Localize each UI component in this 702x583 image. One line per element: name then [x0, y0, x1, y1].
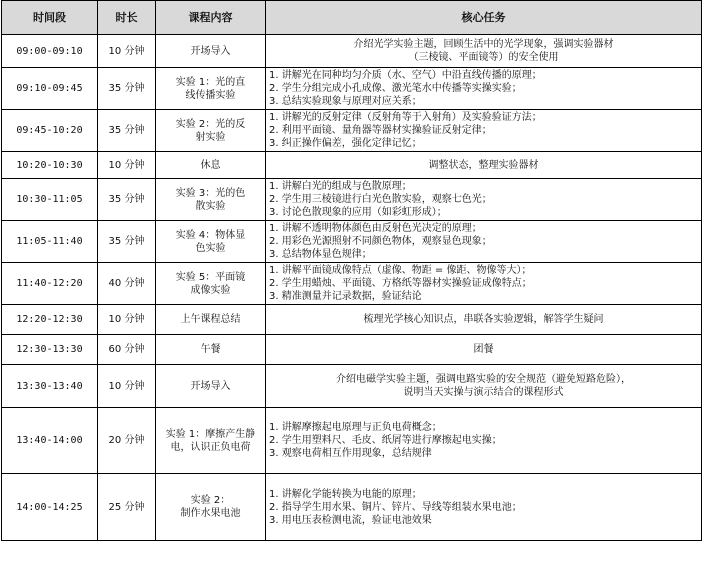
course-cell — [156, 179, 266, 221]
course-cell — [156, 35, 266, 68]
table-row — [2, 408, 702, 474]
course-line: 实验 2：光的反 — [175, 118, 246, 130]
task-cell — [266, 335, 702, 365]
header-tasks: 核心任务 — [266, 1, 702, 35]
task-line: 1. 讲解光在同种均匀介质（水、空气）中沿直线传播的原理； — [269, 70, 542, 81]
task-line: 1. 讲解白光的组成与色散原理； — [269, 181, 412, 192]
duration-cell: 35 分钟 — [98, 179, 156, 221]
task-line: 2. 学生分组完成小孔成像、激光笔水中传播等实操实验； — [269, 83, 522, 94]
course-cell — [156, 110, 266, 152]
task-line: 3. 讨论色散现象的应用（如彩虹形成）； — [269, 207, 447, 218]
task-line: 3. 纠正操作偏差，强化定律记忆； — [269, 138, 422, 149]
duration-cell: 20 分钟 — [98, 408, 156, 474]
task-cell — [266, 305, 702, 335]
time-cell: 10:20-10:30 — [2, 152, 98, 179]
duration-cell: 10 分钟 — [98, 152, 156, 179]
table-row — [2, 35, 702, 68]
course-line: 实验 2： — [190, 495, 231, 506]
course-line: 午餐 — [200, 344, 221, 355]
task-line: 1. 讲解平面镜成像特点（虚像、物距 = 像距、物像等大）； — [269, 265, 532, 276]
task-line: 2. 学生用塑料尺、毛皮、纸屑等进行摩擦起电实操； — [269, 435, 502, 446]
table-row — [2, 110, 702, 152]
table-row — [2, 335, 702, 365]
task-cell — [266, 408, 702, 474]
course-line: 实验 1：摩擦产生静 — [165, 428, 256, 440]
table-row — [2, 152, 702, 179]
course-line: 上午课程总结 — [180, 314, 241, 325]
duration-cell: 10 分钟 — [98, 305, 156, 335]
task-cell — [266, 365, 702, 408]
task-line: 2. 学生用蜡烛、平面镜、方格纸等器材实操验证成像特点； — [269, 278, 532, 289]
course-line: 开场导入 — [190, 45, 231, 57]
table-row — [2, 221, 702, 263]
course-line: 制作水果电池 — [180, 508, 241, 519]
table-header-row — [2, 1, 702, 35]
course-cell — [156, 68, 266, 110]
duration-cell: 10 分钟 — [98, 35, 156, 68]
task-line: 3. 用电压表检测电流，验证电池效果 — [269, 514, 432, 526]
duration-cell: 25 分钟 — [98, 474, 156, 541]
table-row — [2, 305, 702, 335]
header-duration: 时长 — [98, 1, 156, 35]
table-row — [2, 474, 702, 541]
time-cell: 12:20-12:30 — [2, 305, 98, 335]
time-cell: 11:40-12:20 — [2, 263, 98, 305]
course-line: 实验 4：物体显 — [175, 229, 246, 241]
table-row — [2, 263, 702, 305]
task-line: 3. 总结物体显色规律； — [269, 249, 372, 260]
time-cell: 13:40-14:00 — [2, 408, 98, 474]
task-line: 团餐 — [473, 344, 494, 355]
time-cell: 09:45-10:20 — [2, 110, 98, 152]
task-line: 介绍光学实验主题，回顾生活中的光学现象，强调实验器材 — [353, 39, 614, 50]
task-line: 1. 讲解化学能转换为电能的原理； — [269, 488, 422, 500]
task-line: 3. 精准测量并记录数据，验证结论 — [269, 291, 422, 302]
task-line: 2. 学生用三棱镜进行白光色散实验，观察七色光； — [269, 194, 492, 205]
task-line: 说明当天实操与演示结合的课程形式 — [403, 387, 564, 398]
task-line: 2. 利用平面镜、量角器等器材实操验证反射定律； — [269, 125, 492, 136]
course-line: 色实验 — [195, 242, 226, 254]
course-line: 休息 — [200, 159, 221, 171]
schedule-table — [1, 0, 702, 541]
course-line: 开场导入 — [190, 380, 231, 392]
task-line: 2. 用彩色光源照射不同颜色物体，观察显色现象； — [269, 236, 492, 247]
time-cell: 09:10-09:45 — [2, 68, 98, 110]
course-cell — [156, 263, 266, 305]
task-cell — [266, 35, 702, 68]
duration-cell: 35 分钟 — [98, 221, 156, 263]
time-cell: 10:30-11:05 — [2, 179, 98, 221]
time-cell: 09:00-09:10 — [2, 35, 98, 68]
course-cell — [156, 474, 266, 541]
task-cell — [266, 68, 702, 110]
task-cell — [266, 179, 702, 221]
course-cell — [156, 365, 266, 408]
time-cell: 13:30-13:40 — [2, 365, 98, 408]
course-cell — [156, 305, 266, 335]
task-line: 调整状态，整理实验器材 — [428, 159, 539, 171]
time-cell: 14:00-14:25 — [2, 474, 98, 541]
course-line: 实验 1：光的直 — [175, 76, 246, 88]
duration-cell: 40 分钟 — [98, 263, 156, 305]
duration-cell: 60 分钟 — [98, 335, 156, 365]
table-body — [2, 35, 702, 541]
task-cell — [266, 263, 702, 305]
course-line: 实验 5：平面镜 — [175, 271, 246, 283]
time-cell: 11:05-11:40 — [2, 221, 98, 263]
header-time: 时间段 — [2, 1, 98, 35]
course-line: 成像实验 — [190, 284, 231, 296]
table-row — [2, 68, 702, 110]
course-line: 散实验 — [195, 200, 226, 212]
time-cell: 12:30-13:30 — [2, 335, 98, 365]
course-line: 射实验 — [195, 131, 226, 143]
task-line: 1. 讲解光的反射定律（反射角等于入射角）及实验验证方法； — [269, 112, 542, 123]
task-cell — [266, 152, 702, 179]
task-line: 1. 讲解摩擦起电原理与正负电荷概念； — [269, 422, 442, 433]
header-course: 课程内容 — [156, 1, 266, 35]
course-line: 实验 3：光的色 — [175, 187, 246, 199]
task-cell — [266, 110, 702, 152]
course-line: 电，认识正负电荷 — [170, 441, 251, 453]
task-line: 介绍电磁学实验主题，强调电路实验的安全规范（避免短路危险）， — [336, 374, 631, 385]
course-cell — [156, 335, 266, 365]
task-line: 3. 观察电荷相互作用现象，总结规律 — [269, 448, 432, 459]
course-cell — [156, 152, 266, 179]
task-line: 1. 讲解不透明物体颜色由反射色光决定的原理； — [269, 223, 482, 234]
course-cell — [156, 408, 266, 474]
duration-cell: 10 分钟 — [98, 365, 156, 408]
task-line: 梳理光学核心知识点，串联各实验逻辑，解答学生疑问 — [363, 314, 604, 325]
table-row — [2, 365, 702, 408]
task-cell — [266, 221, 702, 263]
task-line: 3. 总结实验现象与原理对应关系； — [269, 96, 422, 107]
task-line: （三棱镜、平面镜等）的安全使用 — [408, 52, 559, 63]
task-cell — [266, 474, 702, 541]
duration-cell: 35 分钟 — [98, 110, 156, 152]
course-cell — [156, 221, 266, 263]
table-row — [2, 179, 702, 221]
course-line: 线传播实验 — [185, 89, 236, 101]
duration-cell: 35 分钟 — [98, 68, 156, 110]
task-line: 2. 指导学生用水果、铜片、锌片、导线等组装水果电池； — [269, 501, 522, 513]
